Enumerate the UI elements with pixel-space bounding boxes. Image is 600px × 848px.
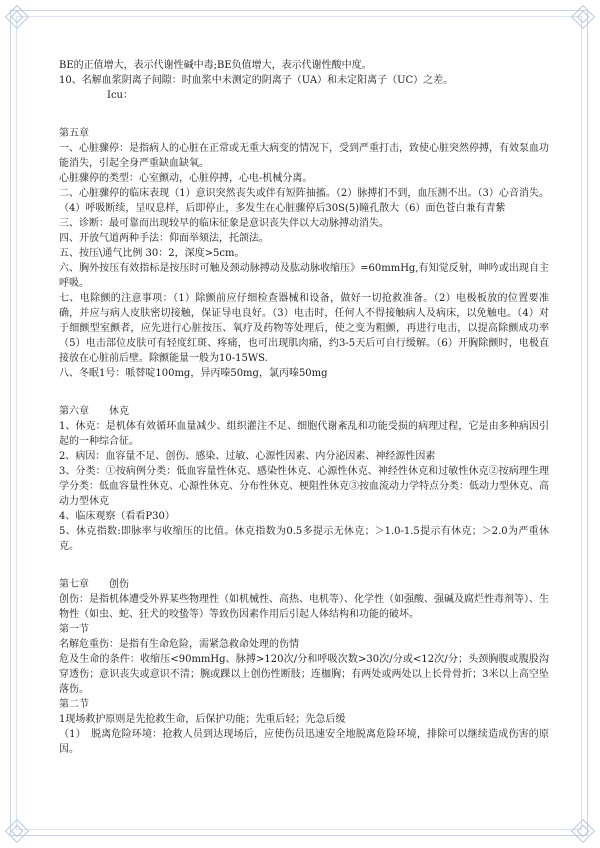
paragraph: 四、开放气道两种手法：仰面举颏法，托颌法。 [59, 233, 269, 244]
chapter-title: 第六章 休克 [59, 406, 129, 417]
paragraph: 名解危重伤：是指有生命危险，需紧急救命处理的伤情 [59, 639, 299, 650]
document-body [59, 58, 549, 757]
paragraph: BE的正值增大，表示代谢性碱中毒;BE负值增大，表示代谢性酸中度。 [59, 60, 372, 71]
paragraph: 10、名解血浆阴离子间隙：时血浆中未测定的阴离子（UA）和未定阳离子（UC）之差。 [59, 75, 454, 86]
paragraph: 2、病因：血容量不足、创伤、感染、过敏、心源性因素、内分泌因素、神经源性因素 [59, 451, 436, 462]
section-title: 第二节 [59, 699, 89, 710]
paragraph: 1现场救护原则是先抢救生命，后保护功能；先重后轻；先急后缓 [59, 714, 346, 725]
corner-ornament-icon [4, 4, 30, 30]
corner-ornament-icon [570, 818, 596, 844]
paragraph: 二、心脏骤停的临床表现（1）意识突然丧失或伴有短阵抽搐。（2）脉搏扪不到，血压测不出。（3）心音消失。（4）呼吸断续，呈叹息样，后即停止，多发生在心脏骤停后30S(5)瞳孔散大（6）面色苍白兼有青紫 [59, 188, 549, 214]
paragraph: 一、心脏骤停：是指病人的心脏在正常或无重大病变的情况下，受到严重打击，致使心脏突然停搏，有效泵血功能消失，引起全身严重缺血缺氧。 [59, 143, 549, 169]
paragraph: 危及生命的条件：收缩压<90mmHg、脉搏>120次/分和呼吸次数>30次/分或<12次/分；头颈胸腹或腹股沟穿透伤；意识丧失或意识不清；腕或踝以上创伤性断肢；连枷胸；有两处或两处以上长骨骨折；3米以上高空坠落伤。 [59, 654, 549, 695]
paragraph: 六、胸外按压有效指标是按压时可触及颈动脉搏动及肱动脉收缩压》=60mmHg,有知觉反射，呻吟或出现自主呼吸。 [59, 263, 549, 289]
paragraph: 创伤：是指机体遭受外界某些物理性（如机械性、高热、电机等）、化学性（如强酸、强碱及腐烂性毒剂等）、生物性（如虫、蛇、狂犬的咬蛰等）等致伤因素作用后引起人体结构和功能的破坏。 [59, 594, 549, 620]
corner-ornament-icon [4, 818, 30, 844]
paragraph: 5、休克指数:即脉率与收缩压的比值。休克指数为0.5多提示无休克；＞1.0-1.5提示有休克；＞2.0为严重休克。 [59, 526, 549, 552]
corner-ornament-icon [570, 4, 596, 30]
paragraph: 心脏骤停的类型：心室颤动，心脏停搏，心电-机械分离。 [59, 173, 313, 184]
paragraph: 八、冬眠1号：哌替啶100mg，异丙嗪50mg，氯丙嗪50mg [59, 368, 328, 379]
paragraph: 3、分类：①按病例分类：低血容量性休克、感染性休克、心源性休克、神经性休克和过敏性休克②按病理生理学分类：低血容量性休克、心源性休克、分布性休克、梗阻性休克③按血流动力学特点分类：低动力型休克、高动力型休克 [59, 466, 549, 507]
paragraph: Icu： [107, 90, 133, 101]
chapter-title: 第五章 [59, 128, 89, 139]
paragraph: 五、按压\通气比例 30：2，深度>5cm。 [59, 248, 245, 259]
section-title: 第一节 [59, 624, 89, 635]
chapter-title: 第七章 创伤 [59, 579, 129, 590]
paragraph: 1、休克：是机体有效循环血量减少、组织灌注不足、细胞代谢紊乱和功能受损的病理过程，它是由多种病因引起的一种综合征。 [59, 421, 549, 447]
paragraph: 三、诊断：最可靠而出现较早的临床征象是意识丧失伴以大动脉搏动消失。 [59, 218, 389, 229]
paragraph: （1） 脱离危险环境：抢救人员到达现场后，应使伤员迅速安全地脱离危险环境，排除可以继续造成伤害的原因。 [59, 729, 549, 755]
paragraph: 七、电除颤的注意事项：（1）除颤前应仔细检查器械和设备，做好一切抢救准备。（2）电极板放的位置要准确，并应与病人皮肤密切接触，保证导电良好。（3）电击时，任何人不得接触病人及病床，以免触电。（4）对于细颤型室颤者，应先进行心脏按压、氧疗及药物等处理后，使之变为粗颤，再进行电击，以提高除颤成功率（5）电击部位皮肤可有轻度红斑、疼痛，也可出现肌肉痛，约3-5天后可自行缓解。（6）开胸除颤时，电极直接放在心脏前后壁。除颤能量一般为10-15WS. [59, 293, 549, 364]
paragraph: 4、临床观察（看看P30） [59, 511, 175, 522]
